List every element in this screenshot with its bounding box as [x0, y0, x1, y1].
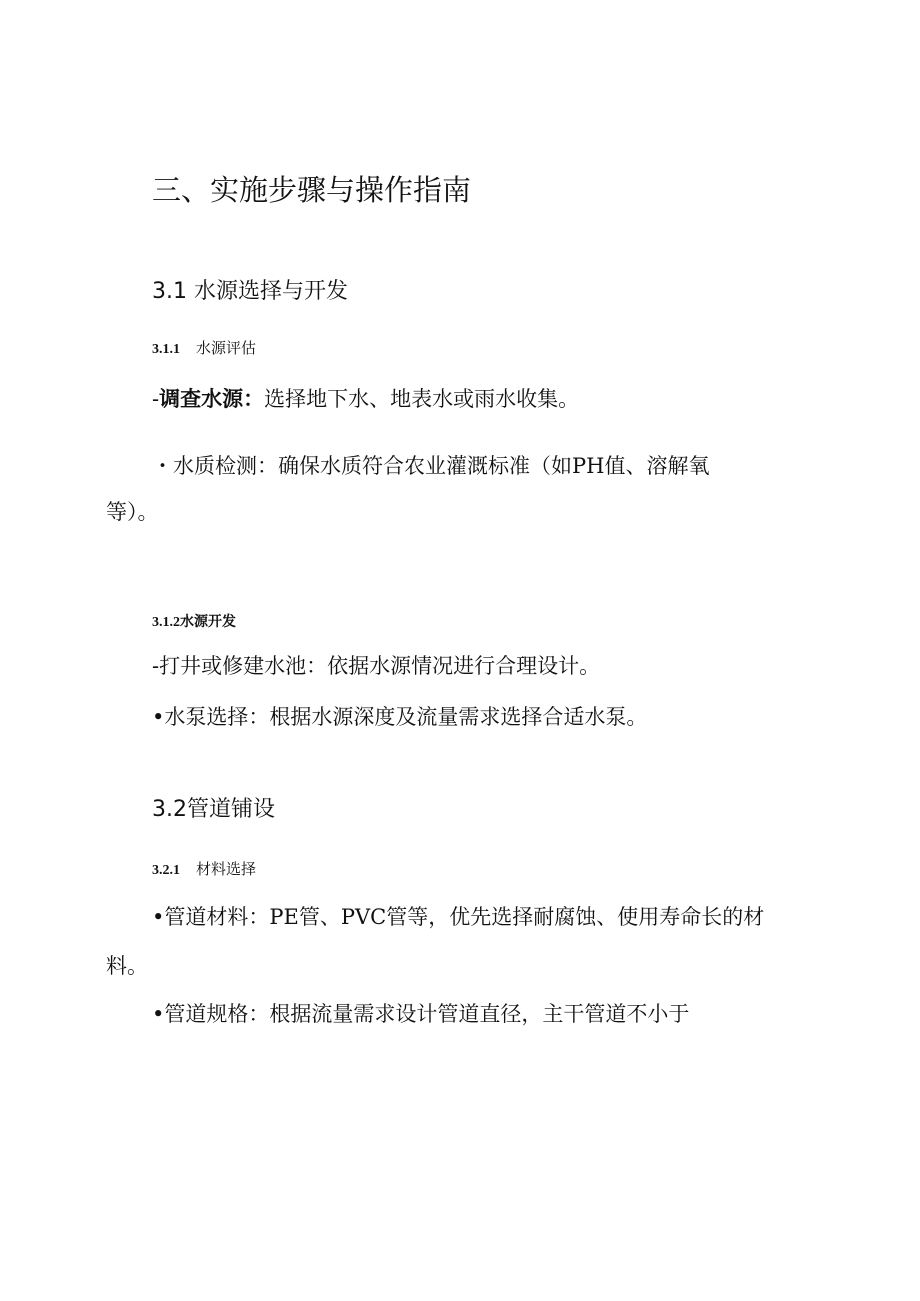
paragraph-water-quality-line2: 等）。: [106, 500, 159, 524]
heading-3-2-1-number: 3.2.1: [152, 863, 180, 878]
heading-3-1-1-number: 3.1.1: [152, 342, 180, 357]
section-title: 三、实施步骤与操作指南: [152, 173, 472, 207]
paragraph-pipe-spec: •管道规格：根据流量需求设计管道直径，主干管道不小于: [152, 1002, 690, 1026]
heading-3-2-1-title: 材料选择: [196, 860, 257, 878]
heading-3-1-2: [152, 614, 236, 630]
paragraph-pipe-material-line2: 料。: [106, 954, 148, 978]
heading-3-1: 3.1 水源选择与开发: [152, 279, 348, 304]
item-text: 选择地下水、地表水或雨水收集。: [264, 387, 580, 411]
paragraph-well-or-pool: -打井或修建水池：依据水源情况进行合理设计。: [152, 654, 601, 678]
paragraph-survey-water-source: [152, 388, 579, 410]
heading-3-2: 3.2管道铺设: [152, 797, 275, 822]
paragraph-pipe-material-line1: •管道材料：PE管、PVC管等，优先选择耐腐蚀、使用寿命长的材: [152, 905, 765, 929]
heading-3-1-2-text: 3.1.2水源开发: [152, 615, 236, 630]
item-prefix: -: [152, 387, 160, 411]
heading-3-2-1: [152, 862, 256, 878]
heading-3-1-1: [152, 341, 256, 357]
item-label: 调查水源：: [159, 386, 265, 411]
heading-3-1-1-title: 水源评估: [196, 339, 257, 357]
paragraph-pump-selection: •水泵选择：根据水源深度及流量需求选择合适水泵。: [152, 705, 648, 729]
paragraph-water-quality-line1: ・水质检测：确保水质符合农业灌溉标准（如PH值、溶解氧: [152, 454, 710, 478]
